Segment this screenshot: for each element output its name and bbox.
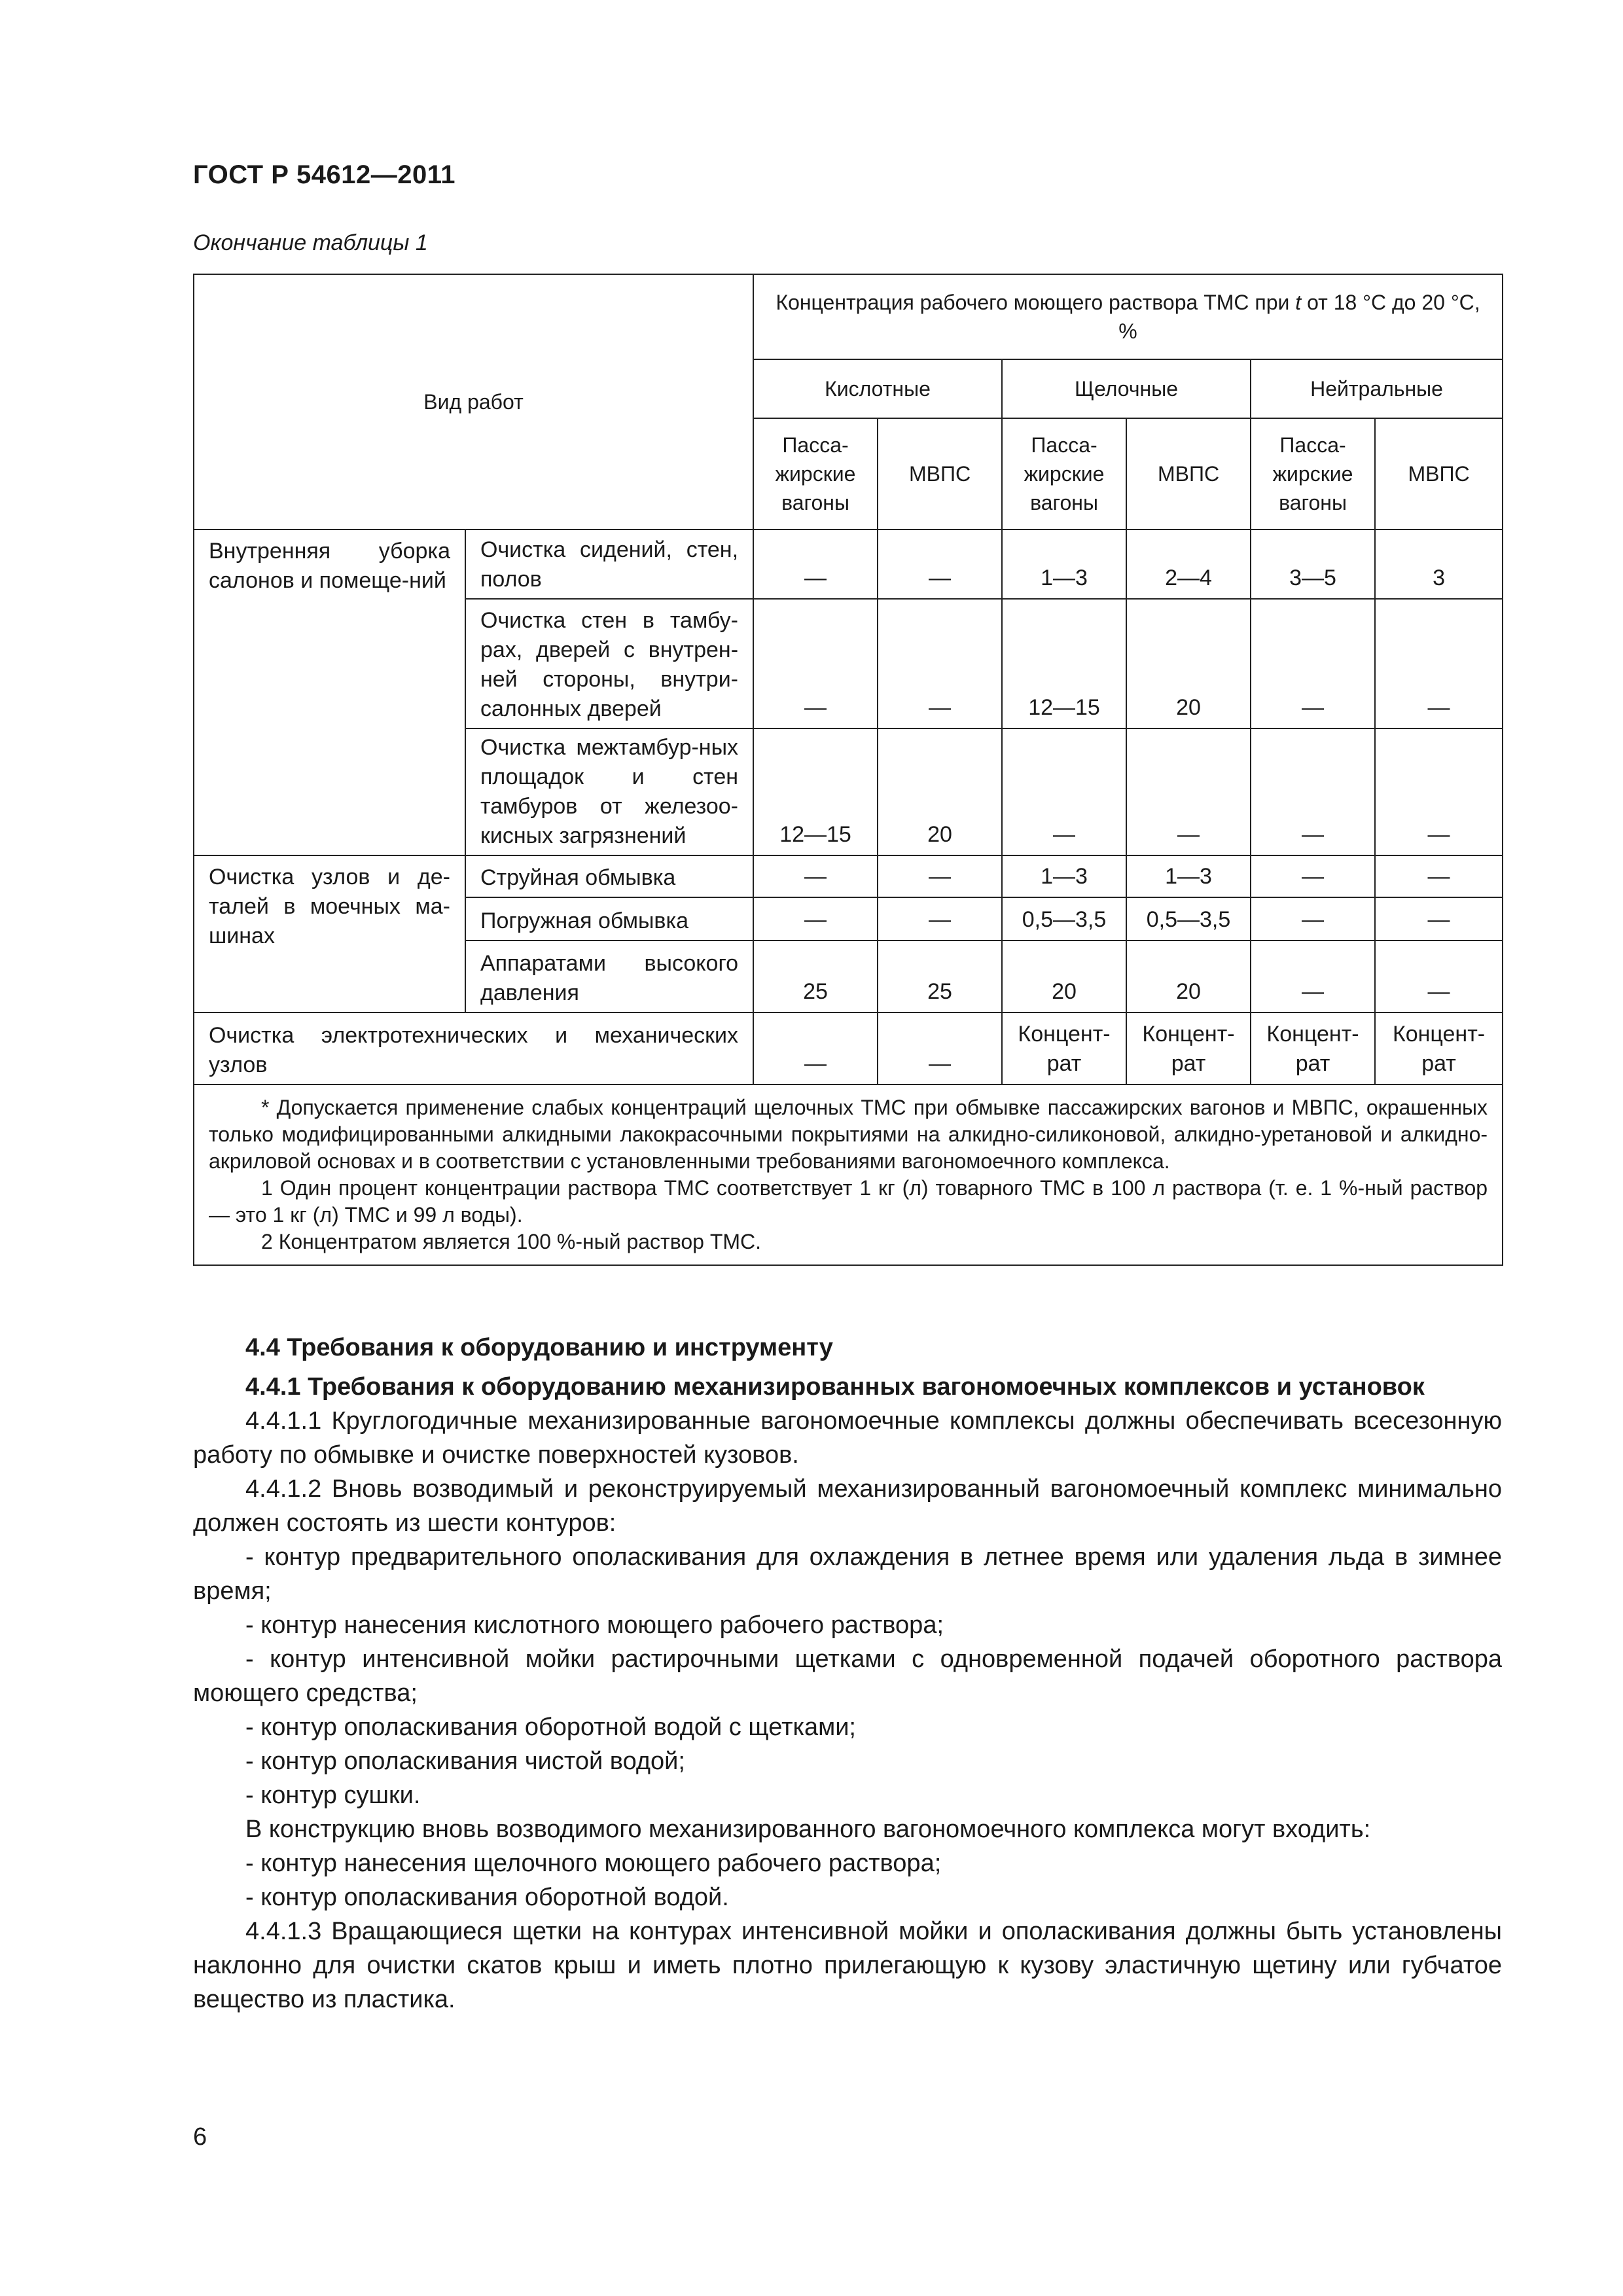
value-cell: — <box>753 855 878 897</box>
value-cell: Концент-рат <box>1126 1013 1251 1085</box>
work-type-header: Вид работ <box>194 274 753 529</box>
paragraph-4-4-1-1: 4.4.1.1 Круглогодичные механизированные вагономоечные комплексы должны обеспечивать всесезонную работу по обмывке и очистке поверхностей кузовов. <box>193 1407 1502 1469</box>
value-cell: 1—3 <box>1126 855 1251 897</box>
work-cell: Аппаратами высокого давления <box>465 941 753 1013</box>
value-cell: 1—3 <box>1002 529 1126 599</box>
paragraph-may-include: В конструкцию вновь возводимого механизированного вагономоечного комплекса могут входить: <box>245 1816 1371 1843</box>
value-cell: — <box>878 855 1002 897</box>
work-cell: Очистка межтамбур-ных площадок и стен тамбуров от железоо-кисных загрязнений <box>465 728 753 855</box>
value-cell: 20 <box>1002 941 1126 1013</box>
value-cell: — <box>1375 897 1503 941</box>
list-item: - контур сушки. <box>245 1782 421 1809</box>
paragraph-4-4-1-2: 4.4.1.2 Вновь возводимый и реконструируемый механизированный вагономоечный комплекс минимально должен состоять из шести контуров: <box>193 1475 1502 1537</box>
value-cell: 0,5—3,5 <box>1126 897 1251 941</box>
table-row <box>194 855 1503 897</box>
value-cell: — <box>878 897 1002 941</box>
section-heading-4-4-1: 4.4.1 Требования к оборудованию механизированных вагономоечных комплексов и установок <box>245 1373 1425 1401</box>
value-cell: 1—3 <box>1002 855 1126 897</box>
table-note: 1 Один процент концентрации раствора ТМС соответствует 1 кг (л) товарного ТМС в 100 л раствора (т. е. 1 %-ный раствор — это 1 кг (л) ТМС и 99 л воды). <box>209 1176 1488 1227</box>
value-cell: 12—15 <box>753 728 878 855</box>
section-heading-4-4: 4.4 Требования к оборудованию и инструменту <box>245 1334 833 1361</box>
value-cell: 20 <box>878 728 1002 855</box>
work-cell: Очистка стен в тамбу-рах, дверей с внутрен-ней стороны, внутри-салонных дверей <box>465 599 753 728</box>
sub-header-passenger: Пасса-жирские вагоны <box>1002 418 1126 529</box>
value-cell: 2—4 <box>1126 529 1251 599</box>
value-cell: — <box>1375 941 1503 1013</box>
sub-header-mvps: МВПС <box>878 418 1002 529</box>
concentration-table <box>193 274 1503 1266</box>
work-cell: Очистка сидений, стен, полов <box>465 529 753 599</box>
value-cell: 12—15 <box>1002 599 1126 728</box>
value-cell: — <box>753 529 878 599</box>
sub-header-passenger: Пасса-жирские вагоны <box>753 418 878 529</box>
value-cell: 3 <box>1375 529 1503 599</box>
group-header-neutral: Нейтральные <box>1251 359 1503 418</box>
value-cell: Концент-рат <box>1375 1013 1503 1085</box>
work-group-cell: Очистка электротехнических и механических узлов <box>194 1013 753 1085</box>
list-item: - контур предварительного ополаскивания для охлаждения в летнее время или удаления льда в зимнее время; <box>193 1543 1502 1605</box>
value-cell: — <box>878 1013 1002 1085</box>
value-cell: 20 <box>1126 941 1251 1013</box>
table-note: 2 Концентратом является 100 %-ный раствор ТМС. <box>261 1230 762 1253</box>
paragraph-4-4-1-3: 4.4.1.3 Вращающиеся щетки на контурах интенсивной мойки и ополаскивания должны быть установлены наклонно для очистки скатов крыш и иметь плотно прилегающую к кузову эластичную щетину или губчатое вещество из пластика. <box>193 1918 1502 2013</box>
value-cell: — <box>1251 941 1375 1013</box>
table-notes <box>194 1085 1503 1265</box>
value-cell: — <box>1375 599 1503 728</box>
value-cell: — <box>1002 728 1126 855</box>
list-item: - контур нанесения щелочного моющего рабочего раствора; <box>245 1850 942 1877</box>
value-cell: — <box>1375 855 1503 897</box>
value-cell: 3—5 <box>1251 529 1375 599</box>
value-cell: Концент-рат <box>1002 1013 1126 1085</box>
work-cell: Струйная обмывка <box>465 855 753 897</box>
table-caption: Окончание таблицы 1 <box>193 230 428 255</box>
value-cell: — <box>1251 728 1375 855</box>
value-cell: — <box>1251 599 1375 728</box>
value-cell: — <box>1375 728 1503 855</box>
table-row <box>194 529 1503 599</box>
sub-header-mvps: МВПС <box>1375 418 1503 529</box>
list-item: - контур ополаскивания оборотной водой. <box>245 1884 729 1911</box>
value-cell: Концент-рат <box>1251 1013 1375 1085</box>
work-cell: Погружная обмывка <box>465 897 753 941</box>
value-cell: — <box>878 599 1002 728</box>
page-number: 6 <box>193 2123 207 2151</box>
document-id: ГОСТ Р 54612—2011 <box>193 160 455 189</box>
value-cell: — <box>1126 728 1251 855</box>
table-note: * Допускается применение слабых концентраций щелочных ТМС при обмывке пассажирских вагонов и МВПС, окрашенных только модифицированными алкидными лакокрасочными покрытиями на алкидно-силиконовой, алкидно-уретановой и алкидно-акриловой основах и в соответствии с установленными требованиями вагономоечного комплекса. <box>209 1096 1488 1173</box>
sub-header-passenger: Пасса-жирские вагоны <box>1251 418 1375 529</box>
list-item: - контур интенсивной мойки растирочными щетками с одновременной подачей оборотного раствора моющего средства; <box>193 1645 1502 1707</box>
concentration-header: Концентрация рабочего моющего раствора ТМС при t от 18 °С до 20 °С, % <box>753 274 1503 359</box>
work-group-cell: Очистка узлов и де-талей в моечных ма-шинах <box>194 855 465 1013</box>
value-cell: 25 <box>753 941 878 1013</box>
sub-header-mvps: МВПС <box>1126 418 1251 529</box>
list-item: - контур ополаскивания оборотной водой с щетками; <box>245 1713 856 1741</box>
list-item: - контур нанесения кислотного моющего рабочего раствора; <box>245 1611 944 1639</box>
group-header-alkaline: Щелочные <box>1002 359 1251 418</box>
table-row <box>194 1013 1503 1085</box>
group-header-acid: Кислотные <box>753 359 1002 418</box>
value-cell: — <box>878 529 1002 599</box>
value-cell: — <box>753 599 878 728</box>
value-cell: 25 <box>878 941 1002 1013</box>
value-cell: — <box>1251 897 1375 941</box>
value-cell: — <box>1251 855 1375 897</box>
section-body <box>193 1331 1502 2017</box>
value-cell: 20 <box>1126 599 1251 728</box>
work-group-cell: Внутренняя уборка салонов и помеще-ний <box>194 529 465 855</box>
value-cell: — <box>753 897 878 941</box>
value-cell: 0,5—3,5 <box>1002 897 1126 941</box>
list-item: - контур ополаскивания чистой водой; <box>245 1748 685 1775</box>
value-cell: — <box>753 1013 878 1085</box>
